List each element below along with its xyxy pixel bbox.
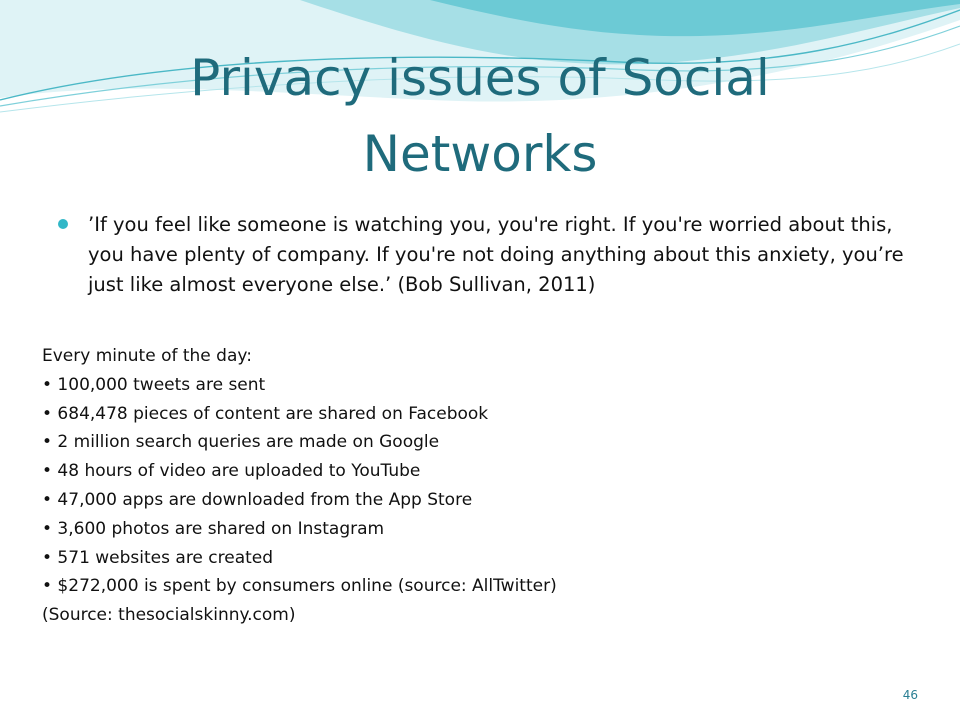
stats-source: (Source: thesocialskinny.com)	[42, 605, 296, 626]
bullet-dot-icon	[58, 219, 68, 229]
page-number: 46	[902, 688, 918, 702]
stats-list	[42, 371, 862, 601]
stats-item: • $272,000 is spent by consumers online (source: AllTwitter)	[42, 576, 557, 597]
quote-bullet	[58, 210, 918, 300]
stats-heading: Every minute of the day:	[42, 346, 252, 366]
stats-block	[42, 342, 862, 630]
stats-item: • 3,600 photos are shared on Instagram	[42, 518, 385, 539]
quote-text: ’If you feel like someone is watching you, you're right. If you're worried about this, you have plenty of company. If you're not doing anything about this anxiety, you’re just like almost everyone else.’ (Bob Sullivan, 2011)	[88, 213, 904, 296]
stats-item: • 100,000 tweets are sent	[42, 374, 266, 395]
stats-item: • 48 hours of video are uploaded to YouTube	[42, 461, 421, 482]
stats-item: • 571 websites are created	[42, 547, 274, 568]
stats-item: • 47,000 apps are downloaded from the App Store	[42, 489, 473, 510]
stats-item: • 2 million search queries are made on Google	[42, 432, 440, 453]
stats-item: • 684,478 pieces of content are shared on Facebook	[42, 403, 489, 424]
slide-title: Privacy issues of Social Networks	[190, 49, 770, 183]
